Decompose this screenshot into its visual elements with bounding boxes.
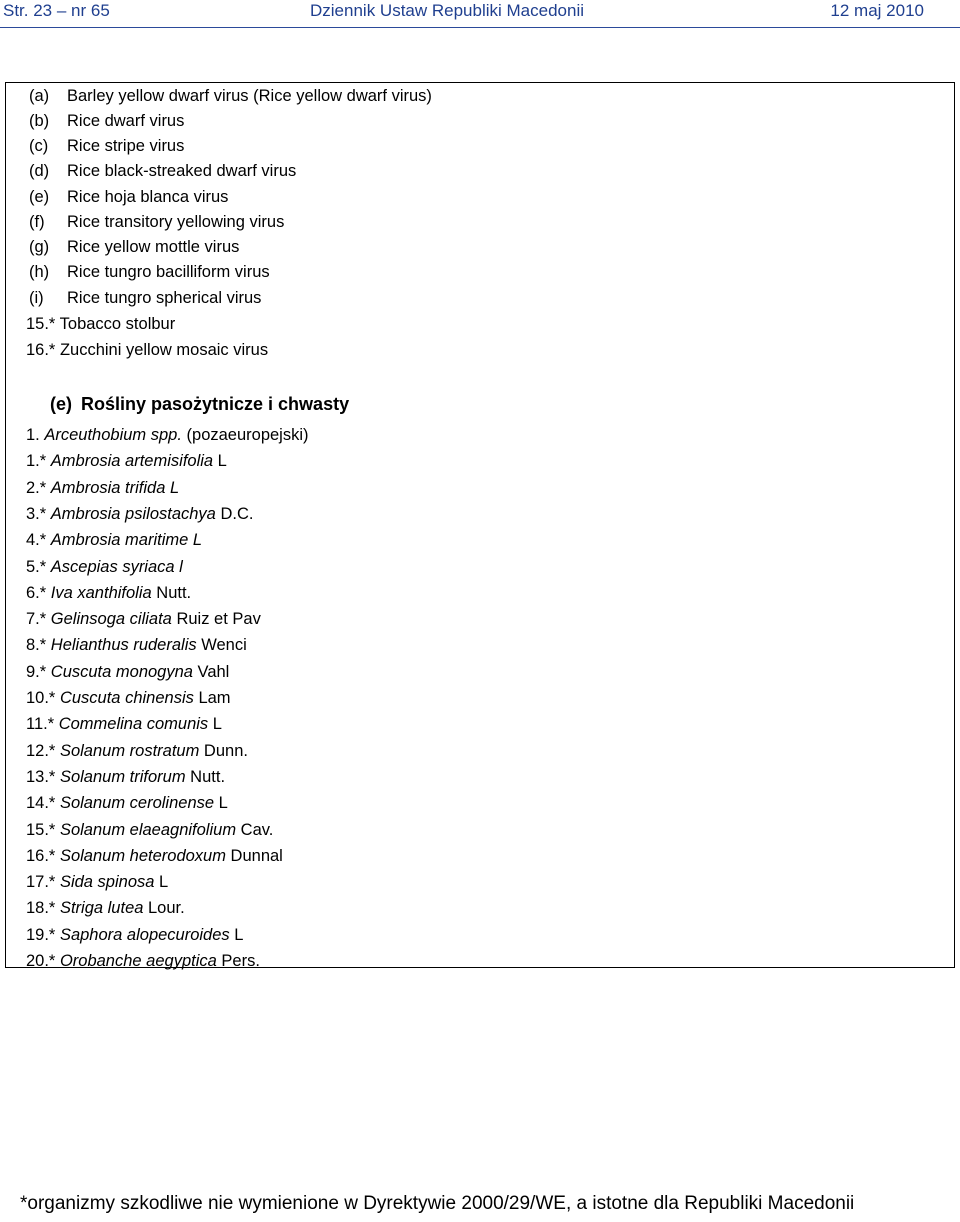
item-text: Rice yellow mottle virus: [67, 238, 240, 256]
item-number: 3.*: [26, 504, 51, 523]
item-number: 2.*: [26, 478, 51, 497]
section-label: (e): [50, 394, 72, 414]
species-name: Sida spinosa: [59, 873, 155, 892]
list-item: 16.* Zucchini yellow mosaic virus: [26, 341, 269, 359]
content-box: [5, 82, 955, 968]
species-name: Arceuthobium spp.: [44, 426, 182, 444]
item-number: 7.*: [26, 610, 51, 629]
item-number: 13.*: [26, 767, 60, 786]
species-name: Solanum cerolinense: [59, 794, 215, 813]
species-name: Commelina comunis: [58, 715, 209, 734]
page-header: [0, 0, 960, 30]
species-author: D.C.: [215, 504, 254, 523]
species-author: L: [214, 794, 228, 813]
list-item: [26, 448, 227, 474]
list-item: [26, 948, 260, 974]
item-label: (b): [29, 112, 50, 130]
page-number: Str. 23 – nr 65: [3, 1, 110, 20]
item-number: 11.*: [26, 715, 59, 734]
species-name: Ambrosia maritime L: [50, 531, 203, 550]
section-title: Rośliny pasożytnicze i chwasty: [81, 394, 350, 414]
species-name: Ambrosia psilostachya: [50, 504, 216, 523]
item-text: Rice dwarf virus: [67, 112, 185, 130]
species-author: Vahl: [192, 662, 230, 681]
species-author: Lam: [193, 689, 231, 707]
species-author: L: [213, 452, 227, 471]
header-divider: [0, 27, 960, 28]
species-name: Solanum rostratum: [59, 741, 200, 760]
footnote: *organizmy szkodliwe nie wymienione w Dyrektywie 2000/29/WE, a istotne dla Republiki Macedonii: [20, 1193, 855, 1214]
item-label: (i): [29, 289, 44, 307]
item-number: 16.*: [26, 846, 60, 865]
item-text: Rice stripe virus: [67, 137, 185, 155]
list-item: [26, 422, 309, 448]
species-author: (pozaeuropejski): [181, 426, 309, 444]
item-label: (g): [29, 238, 50, 256]
species-name: Saphora alopecuroides: [59, 925, 230, 944]
item-label: (e): [29, 188, 50, 206]
item-number: 14.*: [26, 794, 60, 813]
item-number: 1.*: [26, 452, 51, 471]
section-heading: [50, 394, 349, 415]
item-label: (h): [29, 263, 50, 281]
list-item: [26, 843, 283, 869]
list-item: [26, 764, 225, 790]
item-text: Rice tungro bacilliform virus: [67, 263, 270, 281]
list-item: [26, 554, 183, 580]
species-author: L: [154, 873, 169, 892]
species-name: Ambrosia trifida L: [50, 478, 180, 497]
species-name: Solanum triforum: [59, 767, 186, 786]
item-number: 20.*: [26, 952, 60, 970]
journal-title: Dziennik Ustaw Republiki Macedonii: [310, 1, 585, 20]
species-name: Solanum elaeagnifolium: [59, 820, 237, 839]
species-name: Striga lutea: [59, 899, 144, 918]
list-item: [26, 659, 229, 685]
species-name: Helianthus ruderalis: [50, 636, 197, 655]
list-item: [26, 501, 253, 527]
species-author: L: [229, 925, 244, 944]
list-item: [26, 685, 231, 711]
list-item: [26, 580, 191, 606]
species-author: Pers.: [216, 952, 260, 970]
item-text: Rice tungro spherical virus: [67, 289, 262, 307]
item-number: 4.*: [26, 531, 51, 550]
item-label: (d): [29, 162, 50, 180]
list-item: [26, 922, 243, 948]
list-item: [26, 790, 228, 816]
item-label: (c): [29, 137, 49, 155]
item-number: 12.*: [26, 741, 60, 760]
species-name: Iva xanthifolia: [50, 583, 152, 602]
species-name: Solanum heterodoxum: [59, 846, 226, 865]
item-number: 9.*: [26, 662, 51, 681]
list-item: [26, 895, 185, 921]
species-author: Dunnal: [225, 846, 283, 865]
list-item: [26, 527, 202, 553]
species-name: Cuscuta monogyna: [50, 662, 193, 681]
item-number: 5.*: [26, 557, 51, 576]
item-number: 10.*: [26, 689, 60, 707]
list-item: [26, 817, 273, 843]
item-text: Rice black-streaked dwarf virus: [67, 162, 297, 180]
item-label: (f): [29, 213, 45, 231]
species-author: Nutt.: [185, 767, 226, 786]
species-author: Nutt.: [151, 583, 192, 602]
item-number: 15.*: [26, 820, 60, 839]
item-label: (a): [29, 87, 50, 105]
species-name: Ambrosia artemisifolia: [50, 452, 214, 471]
item-number: 19.*: [26, 925, 60, 944]
list-item: [26, 606, 261, 632]
species-author: Dunn.: [199, 741, 248, 760]
list-item: [26, 475, 179, 501]
species-author: Ruiz et Pav: [171, 610, 261, 629]
item-text: Barley yellow dwarf virus (Rice yellow dwarf virus): [67, 87, 432, 105]
item-number: 6.*: [26, 583, 51, 602]
item-number: 1.: [26, 426, 45, 444]
list-item: [26, 632, 247, 658]
species-name: Orobanche aegyptica: [59, 952, 217, 970]
item-number: 17.*: [26, 873, 60, 892]
item-text: Rice transitory yellowing virus: [67, 213, 285, 231]
list-item: [26, 738, 248, 764]
item-number: 18.*: [26, 899, 60, 918]
species-author: Cav.: [236, 820, 274, 839]
item-number: 8.*: [26, 636, 51, 655]
species-author: Lour.: [143, 899, 185, 918]
publication-date: 12 maj 2010: [830, 1, 924, 20]
species-author: L: [208, 715, 222, 734]
list-item: 15.* Tobacco stolbur: [26, 315, 176, 333]
species-name: Cuscuta chinensis: [59, 689, 194, 707]
list-item: [26, 869, 168, 895]
list-item: [26, 711, 222, 737]
species-author: Wenci: [196, 636, 247, 655]
item-text: Rice hoja blanca virus: [67, 188, 229, 206]
species-name: Ascepias syriaca l: [50, 557, 183, 576]
species-name: Gelinsoga ciliata: [50, 610, 172, 629]
